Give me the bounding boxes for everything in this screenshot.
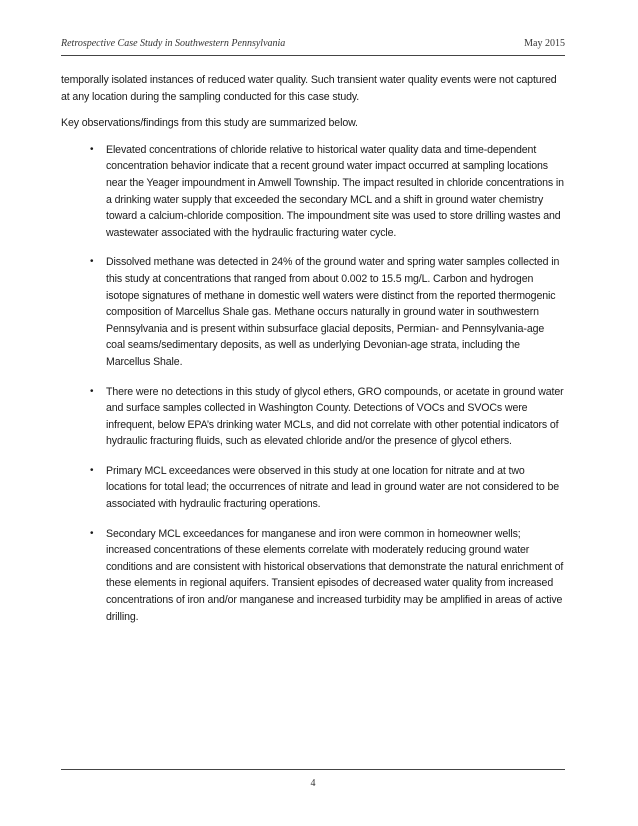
bullet-icon: • <box>90 385 94 397</box>
finding-item-secondary-mcl <box>61 526 565 626</box>
header-title: Retrospective Case Study in Southwestern Pennsylvania <box>61 38 286 49</box>
intro-paragraph: temporally isolated instances of reduced water quality. Such transient water quality events were not captured at any location during the sampling conducted for this case study. <box>61 74 557 103</box>
bullet-icon: • <box>90 143 94 155</box>
page-content <box>61 72 565 638</box>
findings-list <box>61 142 565 625</box>
page-header <box>61 38 565 52</box>
finding-text: Dissolved methane was detected in 24% of the ground water and spring water samples collected in this study at concentrations that ranged from about 0.002 to 15.5 mg/L. Carbon and hydrogen isotope signatures of methane in domestic well waters were distinct from the reported thermogenic composition of Marcellus Shale gas. Methane occurs naturally in ground water in southwestern Pennsylvania and is present within subsurface glacial deposits, Permian- and Pennsylvania-age coal seams/sedimentary deposits, as well as underlying Devonian-age strata, including the Marcellus Shale. <box>106 256 560 368</box>
bullet-icon: • <box>90 527 94 539</box>
finding-item-primary-mcl <box>61 463 565 513</box>
summary-lead-paragraph: Key observations/findings from this study are summarized below. <box>61 117 358 130</box>
bullet-icon: • <box>90 256 94 268</box>
header-divider <box>61 55 565 56</box>
header-date: May 2015 <box>524 38 565 49</box>
finding-text: Secondary MCL exceedances for manganese and iron were common in homeowner wells; increased concentrations of these elements correlate with moderately reducing ground water conditions and are consistent with historical observations that demonstrate the natural enrichment of these elements in regional aquifers. Transient episodes of decreased water quality from increased concentrations of iron and/or manganese and increased turbidity may be amplified in areas of active drilling. <box>106 527 564 623</box>
finding-item-chloride <box>61 142 565 242</box>
bullet-icon: • <box>90 464 94 476</box>
finding-item-glycol-ethers <box>61 384 565 450</box>
footer-divider <box>61 769 565 770</box>
finding-text: Elevated concentrations of chloride relative to historical water quality data and time-dependent concentration behavior indicate that a recent ground water impact occurred at sampling locations near the Yeager impoundment in Amwell Township. The impact resulted in chloride concentrations in a drinking water supply that exceeded the secondary MCL and a shift in ground water chemistry toward a calcium-chloride composition. The impoundment site was used to store drilling wastes and wastewater associated with the hydraulic fracturing water cycle. <box>106 143 564 239</box>
page-number: 4 <box>310 778 316 789</box>
finding-text: Primary MCL exceedances were observed in this study at one location for nitrate and at two locations for total lead; the occurrences of nitrate and lead in ground water are not considered to be associated with hydraulic fracturing operations. <box>106 464 559 511</box>
finding-text: There were no detections in this study of glycol ethers, GRO compounds, or acetate in ground water and surface samples collected in Washington County. Detections of VOCs and SVOCs were infrequent, below EPA’s drinking water MCLs, and did not correlate with other potential indicators of hydraulic fracturing fluids, such as elevated chloride and/or the presence of glycol ethers. <box>106 385 564 448</box>
finding-item-methane <box>61 254 565 370</box>
